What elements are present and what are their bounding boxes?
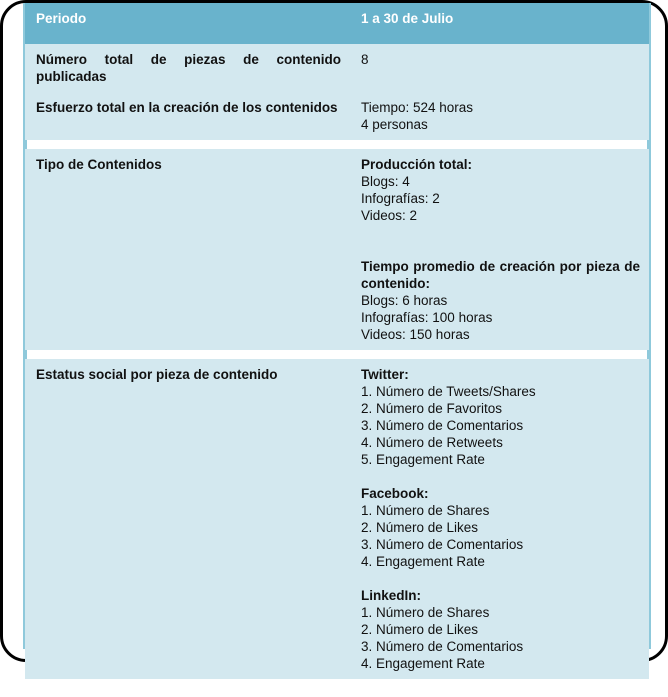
table-row — [25, 44, 649, 92]
value-line: Blogs: 4 — [361, 174, 410, 189]
separator-cell — [350, 140, 649, 149]
metric-item: 5. Engagement Rate — [361, 452, 485, 467]
value-line: Blogs: 6 horas — [361, 293, 448, 308]
row-label-text: Número total de piezas de contenido publicadas — [36, 52, 341, 84]
metric-item: 2. Número de Likes — [361, 622, 479, 637]
separator-cell — [350, 350, 649, 359]
table-header-row — [25, 3, 649, 44]
metric-item: 1. Número de Shares — [361, 503, 490, 518]
row-value-piezas-publicadas — [350, 44, 649, 92]
spacer-cell — [25, 679, 350, 697]
row-label-tipo-contenidos — [25, 149, 350, 350]
value-line: Tiempo: 524 horas — [361, 100, 474, 115]
row-label-piezas-publicadas — [25, 44, 350, 92]
row-value-estatus-social — [350, 359, 649, 679]
spacer-cell — [350, 679, 649, 697]
metric-item: 2. Número de Favoritos — [361, 401, 503, 416]
table-row — [25, 92, 649, 140]
table-row — [25, 149, 649, 350]
value-line: Infografías: 2 — [361, 191, 440, 206]
vertical-spacer — [361, 224, 640, 258]
row-value-esfuerzo-total — [350, 92, 649, 140]
row-value-tipo-contenidos — [350, 149, 649, 350]
metric-item: 4. Engagement Rate — [361, 554, 485, 569]
report-table-container — [23, 3, 651, 671]
vertical-spacer — [361, 570, 640, 587]
produccion-total-title: Producción total: — [361, 157, 472, 172]
table-bottom-spacer — [25, 679, 649, 697]
value-line: Infografías: 100 horas — [361, 310, 493, 325]
value-line: 4 personas — [361, 117, 428, 132]
row-label-esfuerzo-total — [25, 92, 350, 140]
row-label-estatus-social — [25, 359, 350, 679]
row-label-text: Esfuerzo total en la creación de los contenidos — [36, 100, 338, 115]
header-cell-periodo: Periodo — [25, 3, 350, 44]
tiempo-promedio-title: Tiempo promedio de creación por pieza de contenido: — [361, 259, 640, 291]
network-title-facebook: Facebook: — [361, 486, 429, 501]
separator-cell — [25, 350, 350, 359]
header-cell-rango-fechas: 1 a 30 de Julio — [350, 3, 649, 44]
value-line: 8 — [361, 52, 369, 67]
vertical-spacer — [361, 468, 640, 485]
metric-item: 1. Número de Shares — [361, 605, 490, 620]
value-line: Videos: 2 — [361, 208, 418, 223]
metric-item: 4. Número de Retweets — [361, 435, 503, 450]
value-line: Videos: 150 horas — [361, 327, 470, 342]
row-separator — [25, 140, 649, 149]
row-separator — [25, 350, 649, 359]
metric-item: 3. Número de Comentarios — [361, 418, 524, 433]
metric-item: 3. Número de Comentarios — [361, 639, 524, 654]
network-title-twitter: Twitter: — [361, 367, 409, 382]
row-label-text: Tipo de Contenidos — [36, 157, 162, 172]
content-metrics-table — [25, 3, 649, 697]
row-label-text: Estatus social por pieza de contenido — [36, 367, 278, 382]
network-title-linkedin: LinkedIn: — [361, 588, 421, 603]
table-row — [25, 359, 649, 679]
metric-item: 1. Número de Tweets/Shares — [361, 384, 536, 399]
metric-item: 3. Número de Comentarios — [361, 537, 524, 552]
metric-item: 2. Número de Likes — [361, 520, 479, 535]
separator-cell — [25, 140, 350, 149]
metric-item: 4. Engagement Rate — [361, 656, 485, 671]
